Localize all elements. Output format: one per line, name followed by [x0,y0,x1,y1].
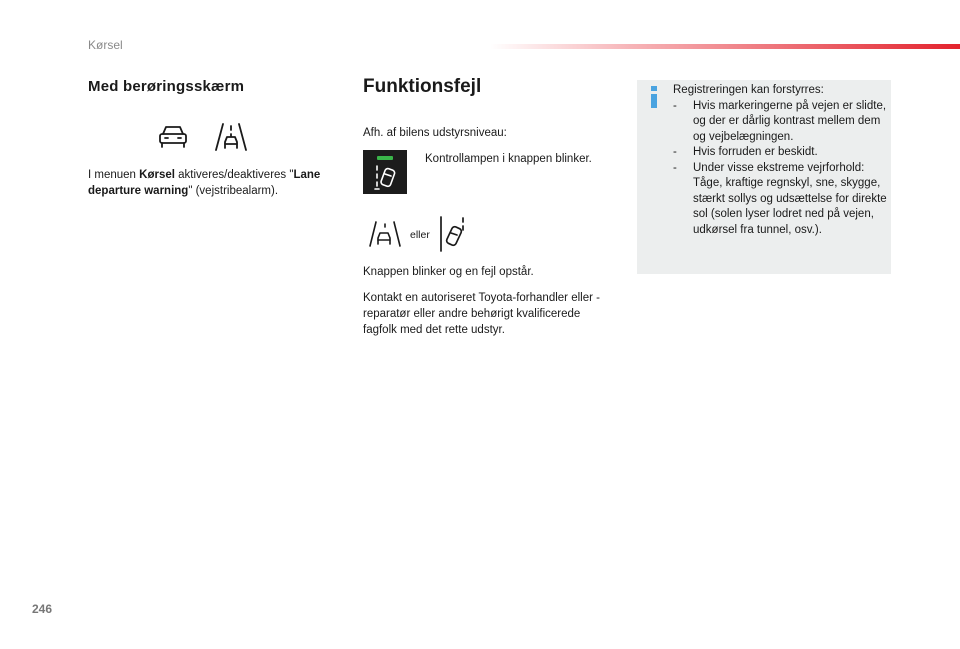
button-blink-text: Knappen blinker og en fejl opstår. [363,266,534,278]
interference-list [673,99,887,239]
lane-departure-outline-icon [368,220,402,248]
touchscreen-icons [156,122,256,152]
menu-name: Kørsel [139,169,175,181]
info-text [673,83,887,238]
lane-keeping-icon [436,216,468,252]
contact-dealer-text: Kontakt en autoriseret Toyota-forhandler eller -reparatør eller andre behørigt kvalificerede fagfolk med det rette udstyr. [363,292,600,336]
touchscreen-heading: Med berøringsskærm [88,78,245,95]
car-front-icon [156,122,190,150]
equipment-level-note: Afh. af bilens udstyrsniveau: [363,127,507,139]
lane-departure-warning-icon [371,164,399,192]
list-item: - Under visse ekstreme vejrforhold: Tåge, kraftige regnskyl, sne, skygge, stærkt sollys og udsættelse for direkte sol (solen lyser lodret ned på vejen, udkørsel fra tunnel, osv.). [673,161,887,236]
header-accent-bar [490,44,960,49]
list-item: - Hvis forruden er beskidt. [673,146,818,158]
lane-departure-icon [214,122,248,152]
warning-lamp-button [363,150,407,194]
info-box [637,80,891,274]
malfunction-heading: Funktionsfejl [363,76,482,97]
page-number: 246 [32,602,53,616]
info-icon [647,86,661,108]
touchscreen-description: I menuen Kørsel aktiveres/deaktiveres "Lane departure warning" (vejstribealarm). [88,169,321,197]
info-intro: Registreringen kan forstyrres: [673,84,824,96]
function-name: Lane departure warning [88,169,321,197]
lamp-blink-text: Kontrollampen i knappen blinker. [425,153,592,165]
list-item: - Hvis markeringerne på vejen er slidte, og der er dårlig kontrast mellem dem og vejbelægningen. [673,99,887,143]
section-label: Kørsel [88,38,123,52]
warning-led [377,156,393,160]
or-label: eller [410,229,430,241]
